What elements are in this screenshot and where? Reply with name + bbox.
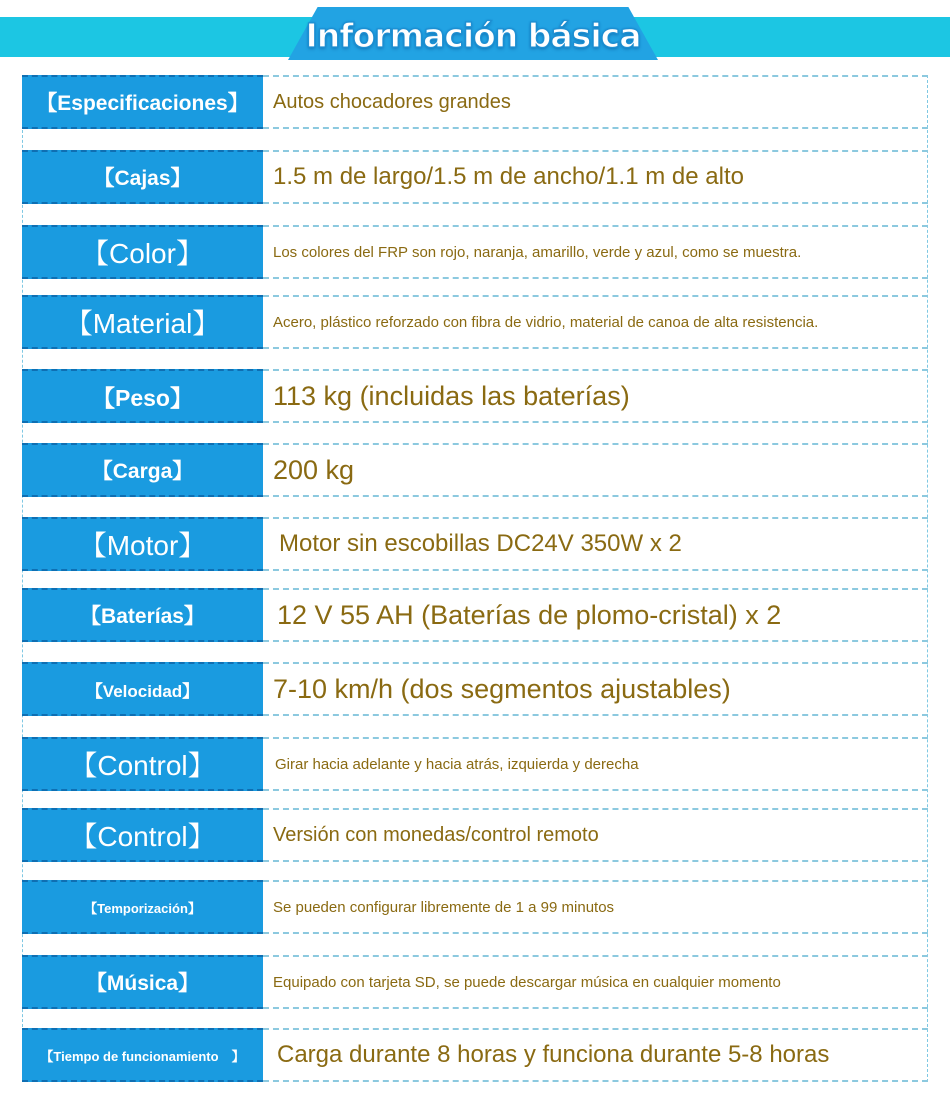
row-value: Versión con monedas/control remoto [263, 808, 928, 862]
spec-row-material [22, 295, 928, 349]
row-value: 7-10 km/h (dos segmentos ajustables) [263, 662, 928, 716]
spec-row-speed [22, 662, 928, 716]
row-label: 【Tiempo de funcionamiento 】 [22, 1028, 263, 1082]
row-label: 【Material】 [22, 295, 263, 349]
row-label: 【Música】 [22, 955, 263, 1009]
row-label: 【Temporización】 [22, 880, 263, 934]
spec-row-load [22, 443, 928, 497]
spec-row-boxes [22, 150, 928, 204]
row-label: 【Carga】 [22, 443, 263, 497]
row-value: Equipado con tarjeta SD, se puede descargar música en cualquier momento [263, 955, 928, 1009]
row-label: 【Motor】 [22, 517, 263, 571]
row-label: 【Control】 [22, 737, 263, 791]
row-label: 【Baterías】 [22, 588, 263, 642]
spec-row-specifications [22, 75, 928, 129]
spec-row-weight [22, 369, 928, 423]
row-value: Los colores del FRP son rojo, naranja, amarillo, verde y azul, como se muestra. [263, 225, 928, 279]
row-value: 12 V 55 AH (Baterías de plomo-cristal) x 2 [263, 588, 928, 642]
row-value: Carga durante 8 horas y funciona durante 5-8 horas [263, 1028, 928, 1082]
row-value: 113 kg (incluidas las baterías) [263, 369, 928, 423]
row-value: Girar hacia adelante y hacia atrás, izquierda y derecha [263, 737, 928, 791]
spec-row-batteries [22, 588, 928, 642]
row-label: 【Cajas】 [22, 150, 263, 204]
spec-row-control-direction [22, 737, 928, 791]
row-label: 【Velocidad】 [22, 662, 263, 716]
row-value: Acero, plástico reforzado con fibra de vidrio, material de canoa de alta resistencia. [263, 295, 928, 349]
spec-row-timer [22, 880, 928, 934]
spec-row-runtime [22, 1028, 928, 1082]
spec-row-color [22, 225, 928, 279]
spec-row-music [22, 955, 928, 1009]
row-label: 【Especificaciones】 [22, 75, 263, 129]
row-value: Autos chocadores grandes [263, 75, 928, 129]
row-value: 1.5 m de largo/1.5 m de ancho/1.1 m de alto [263, 150, 928, 204]
row-label: 【Peso】 [22, 369, 263, 423]
row-value: Se pueden configurar libremente de 1 a 99 minutos [263, 880, 928, 934]
page-title: Información básica [305, 16, 641, 55]
spec-row-control-mode [22, 808, 928, 862]
row-label: 【Color】 [22, 225, 263, 279]
row-value: Motor sin escobillas DC24V 350W x 2 [263, 517, 928, 571]
spec-row-motor [22, 517, 928, 571]
row-label: 【Control】 [22, 808, 263, 862]
row-value: 200 kg [263, 443, 928, 497]
